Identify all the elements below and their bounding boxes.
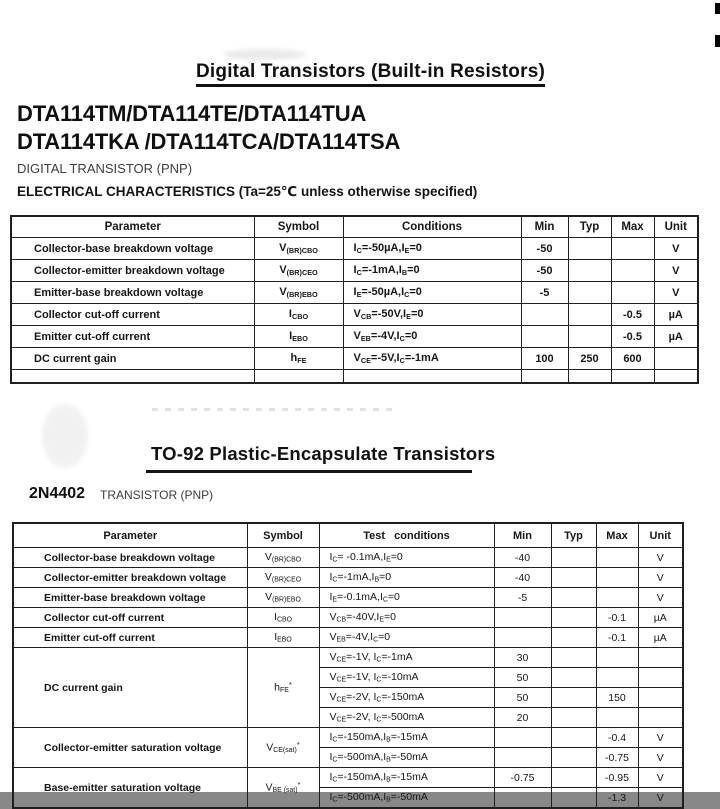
unit-cell: [638, 688, 683, 708]
typ-cell: [551, 688, 596, 708]
max-cell: -0.4: [596, 728, 638, 748]
typ-cell: [568, 326, 611, 348]
condition-cell: $I_E=-50\mu A,I_C=0$: [343, 282, 521, 304]
table-row: [11, 348, 698, 370]
typ-cell: [551, 668, 596, 688]
scan-smudge: [152, 408, 398, 411]
column-header: Typ: [568, 216, 611, 238]
unit-cell: V: [638, 768, 683, 788]
condition-cell: $I_C=-1mA,I_B=0$: [319, 568, 494, 588]
min-cell: [521, 326, 568, 348]
table-row: [13, 628, 683, 648]
unit-cell: [654, 348, 698, 370]
parameter-cell: DC current gain: [11, 348, 254, 370]
parameter-cell: Base-emitter saturation voltage: [13, 768, 247, 809]
empty-cell: [568, 370, 611, 384]
symbol-cell: $V_{(BR)EBO}$: [247, 588, 319, 608]
column-header: Test conditions: [319, 523, 494, 548]
condition-cell: $I_C=-500mA,I_B=-50mA$: [319, 748, 494, 768]
min-cell: 50: [494, 688, 551, 708]
column-header: Parameter: [13, 523, 247, 548]
unit-cell: [638, 648, 683, 668]
section1-device-type: DIGITAL TRANSISTOR (PNP): [17, 161, 193, 176]
typ-cell: [551, 748, 596, 768]
partial-cut-row: [11, 370, 698, 384]
max-cell: -1.3: [596, 788, 638, 809]
typ-cell: [568, 304, 611, 326]
typ-cell: [551, 568, 596, 588]
section1-title: Digital Transistors (Built-in Resistors): [196, 61, 545, 87]
column-header: Unit: [654, 216, 698, 238]
max-cell: [611, 260, 654, 282]
min-cell: -40: [494, 568, 551, 588]
max-cell: -0.1: [596, 628, 638, 648]
condition-cell: $V_{CE}=-2V$, $I_C=-150mA$: [319, 688, 494, 708]
table-row: [11, 326, 698, 348]
condition-cell: $I_E=-0.1mA,I_C=0$: [319, 588, 494, 608]
unit-cell: µA: [654, 326, 698, 348]
unit-cell: V: [638, 748, 683, 768]
condition-cell: $V_{CB}=-40V,I_E=0$: [319, 608, 494, 628]
parameter-cell: Collector cut-off current: [11, 304, 254, 326]
min-cell: [521, 304, 568, 326]
unit-cell: V: [638, 788, 683, 809]
typ-cell: [551, 648, 596, 668]
max-cell: [596, 568, 638, 588]
column-header: Symbol: [247, 523, 319, 548]
table-row: [11, 282, 698, 304]
table-header-row: [11, 216, 698, 238]
min-cell: [494, 608, 551, 628]
symbol-cell: $I_{EBO}$: [247, 628, 319, 648]
unit-cell: V: [654, 260, 698, 282]
table-row: [13, 608, 683, 628]
max-cell: [596, 668, 638, 688]
condition-cell: $V_{CE}=-1V$, $I_C=-1mA$: [319, 648, 494, 668]
max-cell: [611, 238, 654, 260]
min-cell: -50: [521, 238, 568, 260]
symbol-cell: $V_{BE (sat)}^*$: [247, 768, 319, 809]
unit-cell: V: [654, 238, 698, 260]
empty-cell: [254, 370, 343, 384]
empty-cell: [343, 370, 521, 384]
parameter-cell: Collector-base breakdown voltage: [13, 548, 247, 568]
table-row: [13, 548, 683, 568]
typ-cell: [551, 708, 596, 728]
min-cell: [494, 788, 551, 809]
column-header: Parameter: [11, 216, 254, 238]
min-cell: 30: [494, 648, 551, 668]
unit-cell: V: [638, 728, 683, 748]
symbol-cell: $V_{CE(sat)}^*$: [247, 728, 319, 768]
symbol-cell: $V_{(BR)EBO}$: [254, 282, 343, 304]
table-row: [11, 260, 698, 282]
empty-cell: [11, 370, 254, 384]
max-cell: -0.1: [596, 608, 638, 628]
table-row: [13, 728, 683, 748]
column-header: Typ: [551, 523, 596, 548]
transistor-spec-table-wrap: [12, 522, 684, 804]
max-cell: [596, 548, 638, 568]
condition-cell: $V_{EB}=-4V,I_C=0$: [343, 326, 521, 348]
symbol-cell: $I_{EBO}$: [254, 326, 343, 348]
min-cell: 100: [521, 348, 568, 370]
unit-cell: V: [638, 588, 683, 608]
parameter-cell: Collector cut-off current: [13, 608, 247, 628]
max-cell: [596, 708, 638, 728]
column-header: Conditions: [343, 216, 521, 238]
unit-cell: µA: [638, 628, 683, 648]
column-header: Max: [611, 216, 654, 238]
table-row: [13, 648, 683, 668]
empty-cell: [654, 370, 698, 384]
min-cell: -50: [521, 260, 568, 282]
unit-cell: µA: [638, 608, 683, 628]
column-header: Min: [521, 216, 568, 238]
scan-smudge: [224, 49, 306, 60]
table-row: [11, 304, 698, 326]
symbol-cell: $V_{(BR)CEO}$: [254, 260, 343, 282]
typ-cell: [551, 788, 596, 809]
condition-cell: $V_{CE}=-2V$, $I_C=-500mA$: [319, 708, 494, 728]
max-cell: 600: [611, 348, 654, 370]
spec-table: [12, 522, 684, 809]
condition-cell: $I_C=-150mA,I_B=-15mA$: [319, 768, 494, 788]
max-cell: 150: [596, 688, 638, 708]
column-header: Max: [596, 523, 638, 548]
parameter-cell: Emitter-base breakdown voltage: [13, 588, 247, 608]
min-cell: [494, 728, 551, 748]
table-row: [13, 768, 683, 788]
parameter-cell: Collector-emitter breakdown voltage: [13, 568, 247, 588]
min-cell: 20: [494, 708, 551, 728]
section2-part-number: 2N4402: [29, 485, 86, 502]
parameter-cell: Emitter cut-off current: [13, 628, 247, 648]
condition-cell: $V_{CB}=-50V,I_E=0$: [343, 304, 521, 326]
spec-table: [10, 215, 699, 384]
symbol-cell: $h_{FE}^*$: [247, 648, 319, 728]
typ-cell: [568, 260, 611, 282]
parameter-cell: Collector-emitter breakdown voltage: [11, 260, 254, 282]
section2-title: TO-92 Plastic-Encapsulate Transistors: [151, 443, 496, 464]
typ-cell: 250: [568, 348, 611, 370]
unit-cell: V: [654, 282, 698, 304]
symbol-cell: $I_{CBO}$: [254, 304, 343, 326]
min-cell: 50: [494, 668, 551, 688]
scan-artifact-bar-second: [715, 35, 720, 47]
symbol-cell: $V_{(BR)CBO}$: [254, 238, 343, 260]
max-cell: -0.75: [596, 748, 638, 768]
unit-cell: V: [638, 548, 683, 568]
parameter-cell: Emitter cut-off current: [11, 326, 254, 348]
min-cell: -5: [494, 588, 551, 608]
max-cell: [596, 648, 638, 668]
typ-cell: [568, 238, 611, 260]
table-header-row: [13, 523, 683, 548]
symbol-cell: $I_{CBO}$: [247, 608, 319, 628]
section2-device-type: TRANSISTOR (PNP): [100, 488, 214, 502]
typ-cell: [551, 588, 596, 608]
typ-cell: [551, 628, 596, 648]
empty-cell: [611, 370, 654, 384]
scan-artifact-bar-top: [715, 3, 720, 14]
table-row: [13, 588, 683, 608]
symbol-cell: $h_{FE}$: [254, 348, 343, 370]
typ-cell: [551, 548, 596, 568]
unit-cell: V: [638, 568, 683, 588]
max-cell: -0.5: [611, 326, 654, 348]
parameter-cell: Collector-emitter saturation voltage: [13, 728, 247, 768]
condition-cell: $V_{CE}=-1V$, $I_C=-10mA$: [319, 668, 494, 688]
electrical-characteristics-table-wrap: [10, 215, 700, 372]
section1-part-line1: DTA114TM/DTA114TE/DTA114TUA: [17, 101, 367, 126]
symbol-cell: $V_{(BR)CBO}$: [247, 548, 319, 568]
typ-cell: [551, 608, 596, 628]
condition-cell: $I_C=-500mA,I_B=-50mA$: [319, 788, 494, 809]
unit-cell: µA: [654, 304, 698, 326]
unit-cell: [638, 708, 683, 728]
typ-cell: [568, 282, 611, 304]
condition-cell: $I_C=-50\mu A,I_E=0$: [343, 238, 521, 260]
condition-cell: $I_C= -0.1mA,I_E=0$: [319, 548, 494, 568]
parameter-cell: DC current gain: [13, 648, 247, 728]
condition-cell: $V_{EB}=-4V,I_C=0$: [319, 628, 494, 648]
table-row: [11, 238, 698, 260]
table-row: [13, 568, 683, 588]
column-header: Unit: [638, 523, 683, 548]
min-cell: -5: [521, 282, 568, 304]
condition-cell: $V_{CE}=-5V,I_C=-1mA$: [343, 348, 521, 370]
min-cell: [494, 748, 551, 768]
min-cell: -0.75: [494, 768, 551, 788]
typ-cell: [551, 768, 596, 788]
parameter-cell: Collector-base breakdown voltage: [11, 238, 254, 260]
condition-cell: $I_C=-1mA,I_B=0$: [343, 260, 521, 282]
section2-title-underline: [146, 470, 472, 473]
max-cell: -0.5: [611, 304, 654, 326]
unit-cell: [638, 668, 683, 688]
electrical-characteristics-heading: ELECTRICAL CHARACTERISTICS (Ta=25℃ unless otherwise specified): [17, 184, 478, 199]
max-cell: [611, 282, 654, 304]
symbol-cell: $V_{(BR)CEO}$: [247, 568, 319, 588]
condition-cell: $I_C=-150mA,I_B=-15mA$: [319, 728, 494, 748]
typ-cell: [551, 728, 596, 748]
min-cell: -40: [494, 548, 551, 568]
column-header: Min: [494, 523, 551, 548]
max-cell: [596, 588, 638, 608]
max-cell: -0.95: [596, 768, 638, 788]
column-header: Symbol: [254, 216, 343, 238]
parameter-cell: Emitter-base breakdown voltage: [11, 282, 254, 304]
min-cell: [494, 628, 551, 648]
scan-smudge: [42, 404, 88, 468]
empty-cell: [521, 370, 568, 384]
section1-part-line2: DTA114TKA /DTA114TCA/DTA114TSA: [17, 129, 401, 154]
